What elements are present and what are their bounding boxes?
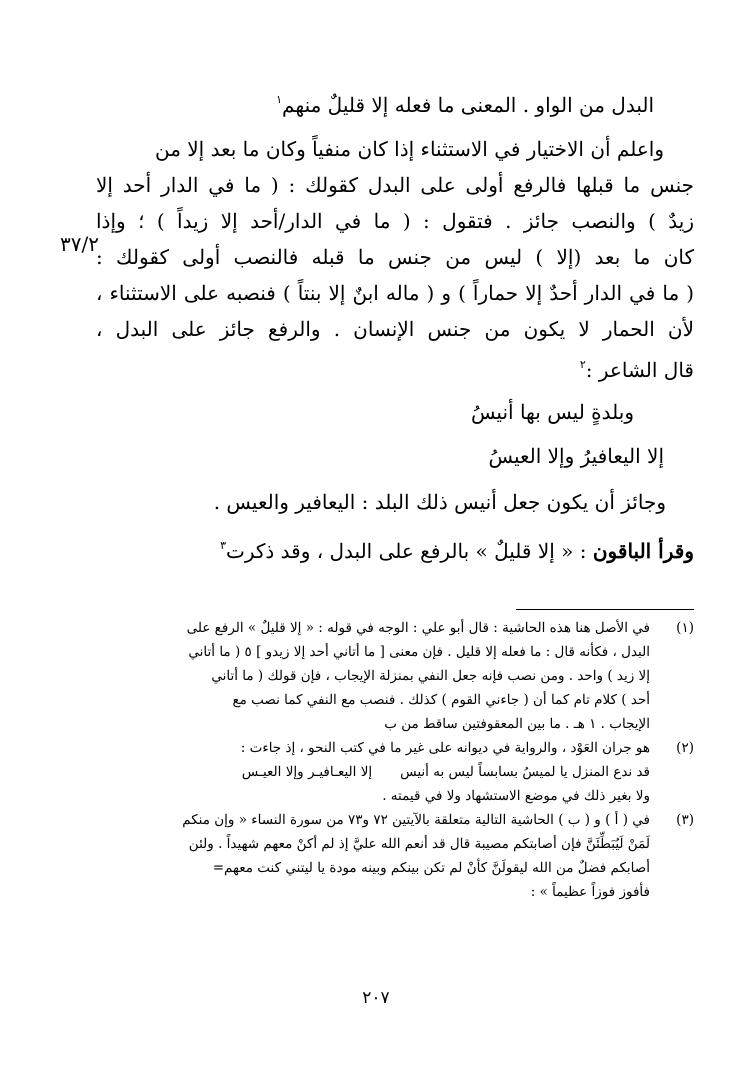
- margin-reference: ٣٧/٢: [60, 232, 99, 256]
- footnote-line: البدل ، فكأنه قال : ما فعله إلا قليل . فإن معنى [ ما أتاني أحد إلا زيدو ] ٥ ( ما أتاني: [188, 644, 650, 660]
- footnote-line: ولا بغير ذلك في موضع الاستشهاد ولا في قيمته .: [382, 788, 650, 804]
- footnote-line: في ( أ ) و ( ب ) الحاشية التالية متعلقة بالآيتين ٧٢ و٧٣ من سورة النساء « وإن منكم: [182, 812, 650, 828]
- text-line-reading: وقرأ الباقون : « إلا قليلٌ » بالرفع على البدل ، وقد ذكرت$^٣$: [220, 539, 694, 563]
- footnote-2: [64, 736, 694, 808]
- verse-line-1: وبلدةٍ ليس بها أنيسُ: [470, 400, 634, 424]
- footnote-number: (٣): [676, 812, 694, 828]
- text-line-2: واعلم أن الاختيار في الاستثناء إذا كان منفياً وكان ما بعد إلا من: [154, 137, 664, 161]
- text-line-4: زيدٌ ) والنصب جائز . فتقول : ( ما في الدار/أحد إلا زيداً ) ؛ وإذا: [96, 209, 694, 233]
- text-line-5: كان ما بعد (إلا ) ليس من جنس ما قبله فالنصب أولى كقولك :: [96, 245, 694, 269]
- poem-hemistich-2: إلا اليعـافيـر وإلا العيـس: [241, 764, 373, 780]
- footnote-marker-1: ١: [276, 93, 283, 106]
- footnote-line: في الأصل هنا هذه الحاشية : قال أبو علي : الوجه في قوله : « إلا قليلٌ » الرفع على: [186, 620, 650, 636]
- verse-line-2: إلا اليعافيرُ وإلا العيسُ: [488, 444, 664, 468]
- reading-bold: وقرأ الباقون: [592, 539, 694, 563]
- footnote-line: لَمَنْ لَيُبَطِّئَنَّ فإن أصابتكم مصيبة قال قد أنعم الله عليَّ إذ لم أكنْ معهم شهيداً . ولئن: [188, 836, 650, 852]
- footnote-line: الإيجاب . ١ هـ . ما بين المعقوفتين ساقط من ب: [384, 716, 650, 732]
- footnote-line: أحد ) كلام تام كما أن ( جاءني القوم ) كذلك . فنصب مع النفي كما نصب مع: [232, 692, 650, 708]
- text-line-3: جنس ما قبلها فالرفع أولى على البدل كقولك : ( ما في الدار أحد إلا: [96, 173, 694, 197]
- footnote-number: (٢): [676, 740, 694, 756]
- footnote-1: [64, 616, 694, 736]
- main-text: [96, 82, 694, 569]
- footnote-line: إلا زيد ) واحد . ومن نصب فإنه جعل النفي بمنزلة الإيجاب ، فإن قولك ( ما أتاني: [211, 668, 650, 684]
- footnotes: [64, 616, 694, 904]
- footnote-poem: [64, 760, 650, 784]
- footnote-3: [64, 808, 694, 904]
- text-line-6: ( ما في الدار أحدٌ إلا حماراً ) و ( ماله ابنٌ إلا بنتاً ) فنصبه على الاستثناء ،: [96, 281, 694, 305]
- text-line-1: البدل من الواو . المعنى ما فعله إلا قليلٌ منهم$^١$: [276, 93, 654, 117]
- footnote-number: (١): [676, 620, 694, 636]
- footnote-marker-3: ٣: [220, 539, 226, 552]
- poem-hemistich-1: قد ندع المنزل يا لميسُ بسابساً ليس به أنيس: [400, 764, 650, 780]
- footnote-line: أصابكم فضلٌ من الله ليقولَنَّ كأنْ لم تكن بينكم وبينه مودة يا ليتني كنت معهم=: [212, 860, 650, 876]
- footnote-line: هو جران العَوْد ، والرواية في ديوانه على غير ما في كتب النحو ، إذ جاءت :: [240, 740, 650, 756]
- text-line-7: لأن الحمار لا يكون من جنس الإنسان . والرفع جائز على البدل ،: [96, 317, 694, 341]
- footnote-separator: [516, 609, 694, 610]
- text-line-8: قال الشاعر :$^٢$: [579, 358, 694, 382]
- footnote-marker-2: ٢: [579, 358, 586, 371]
- page-number: ٢٠٧: [362, 988, 390, 1008]
- footnote-line: فأفوز فوزاً عظيماً » :: [530, 884, 650, 900]
- text-line-after-verse: وجائز أن يكون جعل أنيس ذلك البلد : اليعافير والعيس .: [213, 490, 666, 514]
